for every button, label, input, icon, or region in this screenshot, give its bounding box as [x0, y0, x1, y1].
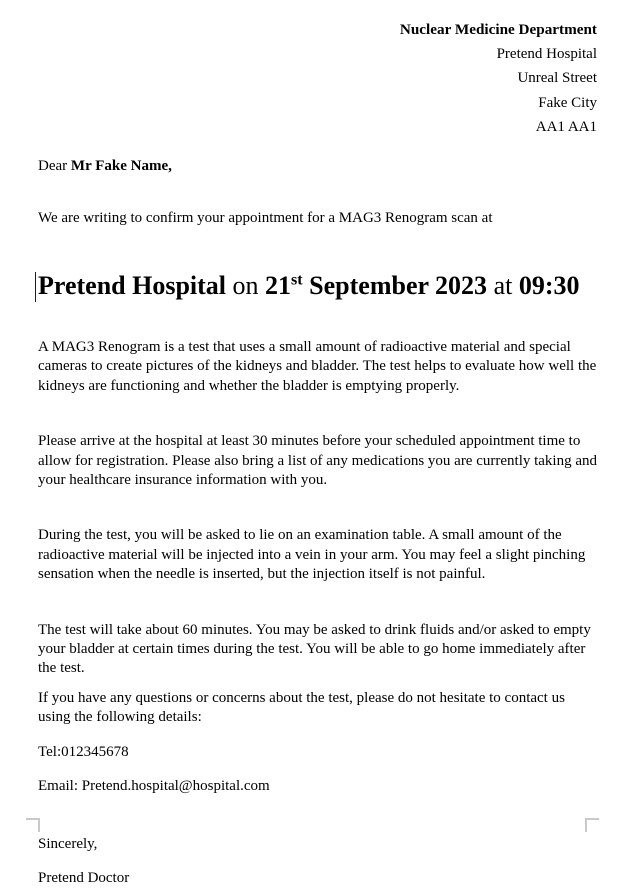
letterhead-line-city: Fake City: [538, 94, 597, 111]
paragraph-questions: If you have any questions or concerns about the test, please do not hesitate to contact us using the following details:: [38, 689, 565, 726]
appointment-time: 09:30: [518, 271, 580, 301]
intro-sentence: We are writing to confirm your appointment for a MAG3 Renogram scan at: [38, 210, 493, 227]
appointment-heading: [38, 270, 597, 302]
paragraph-test-duration: The test will take about 60 minutes. You may be asked to drink fluids and/or asked to empty your bladder at certain times during the test. You will be able to go home immediately after the test.: [38, 621, 591, 677]
paragraph-test-description: A MAG3 Renogram is a test that uses a small amount of radioactive material and special cameras to create pictures of the kidneys and bladder. The test helps to evaluate how well the kidneys are functioning and whether the bladder is emptying properly.: [38, 339, 597, 394]
letterhead-address-block: [38, 0, 597, 139]
appointment-day-ordinal: st: [291, 271, 303, 289]
appointment-day: 21: [265, 271, 292, 301]
appointment-connector-on: on: [226, 271, 266, 301]
closing-signature: Pretend Doctor: [38, 869, 130, 886]
contact-email: Email: Pretend.hospital@hospital.com: [38, 778, 270, 795]
letterhead-line-postcode: AA1 AA1: [535, 118, 597, 135]
letterhead-line-department: Nuclear Medicine Department: [399, 21, 597, 38]
closing-salutation: Sincerely,: [38, 835, 98, 852]
salutation: [38, 157, 597, 176]
appointment-hospital: Pretend Hospital: [38, 271, 227, 301]
document-body: [38, 0, 597, 888]
recipient-name: Mr Fake Name,: [70, 158, 172, 175]
appointment-connector-at: at: [487, 271, 519, 301]
text-caret: [35, 272, 36, 302]
letterhead-line-street: Unreal Street: [517, 70, 597, 87]
letterhead-line-hospital: Pretend Hospital: [496, 46, 597, 63]
paragraph-arrival-instructions: Please arrive at the hospital at least 30 minutes before your scheduled appointment time to allow for registration. Please also bring a list of any medications you are currently taking and your healthcare insurance information with you.: [38, 433, 598, 489]
paragraph-during-test: During the test, you will be asked to lie on an examination table. A small amount of the radioactive material will be injected into a vein in your arm. You may feel a slight pinching sensation when the needle is inserted, but the injection itself is not painful.: [38, 527, 586, 583]
salutation-greeting: Dear: [38, 158, 71, 175]
contact-telephone: Tel:012345678: [38, 743, 129, 760]
appointment-month-year: September 2023: [302, 271, 488, 301]
